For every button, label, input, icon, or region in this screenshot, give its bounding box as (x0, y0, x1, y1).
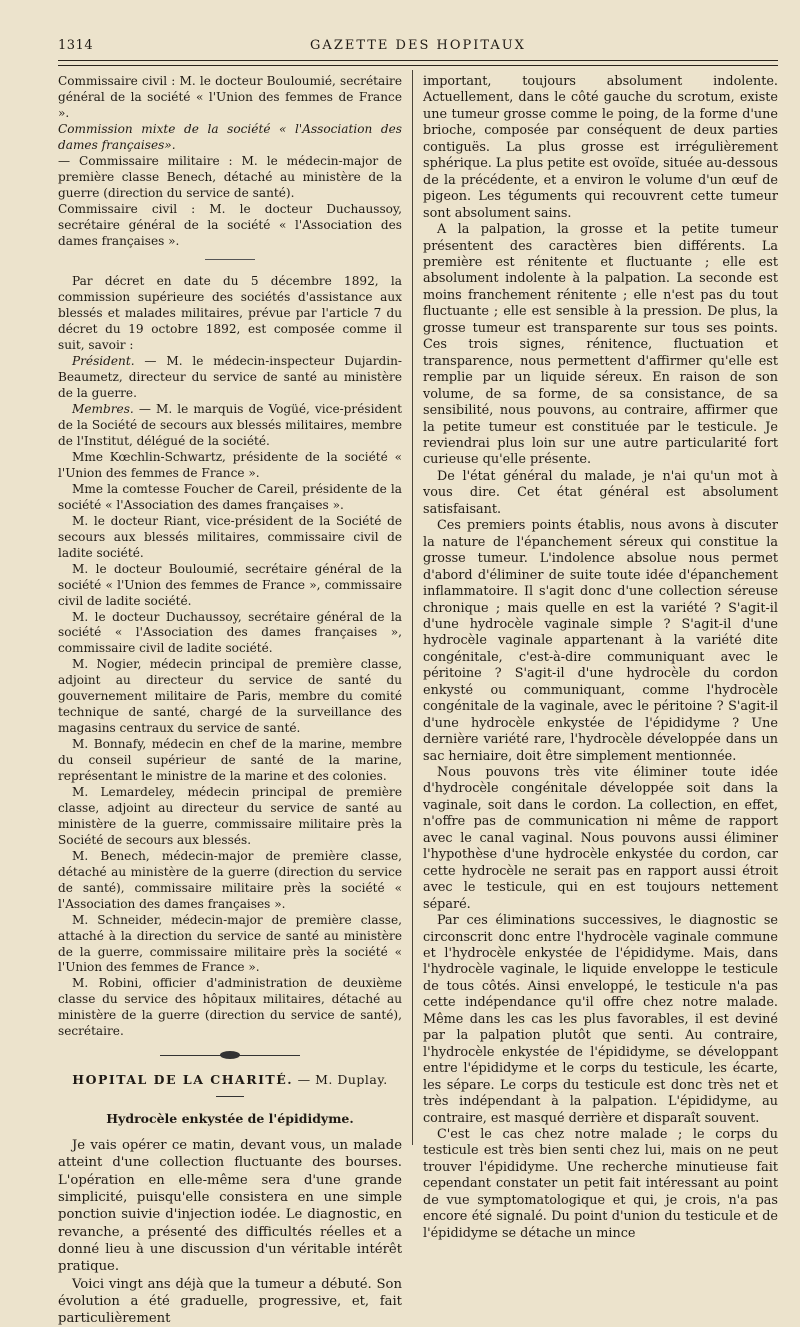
journal-title: GAZETTE DES HOPITAUX (310, 38, 526, 53)
member-entry: Mme la comtesse Foucher de Careil, présidente de la société « l'Association des dames françaises ». (58, 481, 402, 512)
article-paragraph: Nous pouvons très vite éliminer toute idée d'hydrocèle congénitale développée soit dans la vaginale, soit dans le cordon. La collection, en effet, n'offre pas de communication ni même de rapport avec le canal vaginal. Nous pouvons aussi éliminer l'hypothèse d'une hydrocèle enkystée du cordon, car cette hydrocèle ne serait pas en rapport aussi étroit avec le testicule, qui en est toujours nettement séparé. (423, 765, 778, 912)
ornament-divider (160, 1052, 300, 1058)
member-entry: M. Lemardeley, médecin principal de première classe, adjoint au directeur du service de santé au ministère de la guerre, commissaire militaire près la Société de secours aux blessés. (58, 784, 402, 847)
article-paragraph: A la palpation, la grosse et la petite tumeur présentent des caractères bien différents. La première est rénitente et fluctuante ; elle est absolument indolente à la palpation. La seconde est moins franchement rénitente ; elle n'est pas du tout fluctuante ; elle est sensible à la pression. De plus, la grosse tumeur est transparente sur tous ses points. Ces trois signes, rénitence, fluctuation et transparence, nous permettent d'affirmer qu'elle est remplie par un liquide séreux. En raison de son volume, de sa forme, de sa consistance, de sa sensibilité, nous pouvons, au contraire, affirmer que la petite tumeur est constituée par le testicule. Je reviendrai plus loin sur une autre particularité fort curieuse qu'elle présente. (423, 222, 778, 468)
header-rule-thick (58, 60, 778, 61)
member-entry: Mme Kœchlin-Schwartz, présidente de la société « l'Union des femmes de France ». (58, 449, 402, 480)
article-paragraph: Je vais opérer ce matin, devant vous, un malade atteint d'une collection fluctuante des bourses. L'opération en elle-même sera d'une grande simplicité, puisqu'elle consistera en une simple ponction suivie d'injection iodée. Le diagnostic, en revanche, a présenté des difficultés réelles et a donné lieu à une discussion d'un véritable intérêt pratique. (58, 1138, 402, 1275)
section-title: HOPITAL DE LA CHARITÉ. — M. Duplay. (72, 1072, 388, 1088)
article-paragraph: Ces premiers points établis, nous avons à discuter la nature de l'épanchement séreux qui constitue la grosse tumeur. L'indolence absolue nous permet d'abord d'éliminer de suite toute idée d'épanchement inflammatoire. Il s'agit donc d'une collection séreuse chronique ; mais quelle en est la variété ? S'agit-il d'une hydrocèle vaginale simple ? S'agit-il d'une hydrocèle vaginale appartenant à la variété dite congénitale, c'est-à-dire communiquant avec le péritoine ? S'agit-il d'une hydrocèle du cordon enkysté ou communiquant, comme l'hydrocèle congénitale de la vaginale, avec le péritoine ? S'agit-il d'une hydrocèle enkystée de l'épididyme ? Une dernière variété rare, l'hydrocèle développée dans un sac herniaire, doit être simplement mentionnée. (423, 518, 778, 764)
member-entry: M. le docteur Bouloumié, secrétaire général de la société « l'Union des femmes de France », commissaire civil de ladite société. (58, 561, 402, 608)
section-rule (216, 1096, 244, 1097)
column-divider (412, 70, 413, 1145)
left-column (58, 74, 402, 1327)
commission-line: — Commissaire militaire : M. le médecin-major de première classe Benech, détaché au ministère de la guerre (direction du service de santé). (58, 153, 402, 200)
commission-line: Commissaire civil : M. le docteur Bouloumié, secrétaire général de la société « l'Union des femmes de France ». (58, 74, 402, 120)
commission-list (58, 74, 402, 249)
separator (205, 259, 255, 260)
right-column (423, 74, 778, 1241)
article-title: Hydrocèle enkystée de l'épididyme. (106, 1111, 354, 1127)
member-entry: M. Schneider, médecin-major de première classe, attaché à la direction du service de santé au ministère de la guerre, commissaire militaire près la société « l'Union des femmes de France ». (58, 912, 402, 975)
article-paragraph: Voici vingt ans déjà que la tumeur a débuté. Son évolution a été graduelle, progressive, et, fait particulièrement (58, 1276, 402, 1327)
article-paragraph: C'est le cas chez notre malade ; le corps du testicule est très bien senti chez lui, mais on ne peut trouver l'épididyme. Une recherche minutieuse fait cependant constater un petit fait intéressant au point de vue symptomatologique et qui, je crois, n'a pas encore été signalé. Du point d'union du testicule et de l'épididyme se détache un mince (423, 1127, 778, 1241)
member-entry: M. le docteur Duchaussoy, secrétaire général de la société « l'Association des dames françaises », commissaire civil de ladite société. (58, 609, 402, 656)
article-paragraph: De l'état général du malade, je n'ai qu'un mot à vous dire. Cet état général est absolument satisfaisant. (423, 468, 778, 517)
member-entry: M. le docteur Riant, vice-président de la Société de secours aux blessés militaires, commissaire civil de ladite société. (58, 513, 402, 560)
president-entry: Président. — M. le médecin-inspecteur Dujardin-Beaumetz, directeur du service de santé au ministère de la guerre. (58, 354, 402, 401)
member-entry: M. Robini, officier d'administration de deuxième classe du service des hôpitaux militaires, détaché au ministère de la guerre (direction du service de santé), secrétaire. (58, 976, 402, 1039)
member-entry: M. Benech, médecin-major de première classe, détaché au ministère de la guerre (direction du service de santé), commissaire militaire près la société « l'Association des dames françaises ». (58, 848, 402, 911)
decree-intro: Par décret en date du 5 décembre 1892, la commission supérieure des sociétés d'assistance aux blessés et malades militaires, prévue par l'article 7 du décret du 19 octobre 1892, est composée comme il suit, savoir : (58, 274, 402, 353)
article-paragraph: important, toujours absolument indolente. Actuellement, dans le côté gauche du scrotum, existe une tumeur grosse comme le poing, de la forme d'une brioche, composée par conséquent de deux parties contiguës. La plus grosse est irrégulièrement sphérique. La plus petite est ovoïde, située au-dessous de la précédente, et a environ le volume d'un œuf de pigeon. Les téguments qui recouvrent cette tumeur sont absolument sains. (423, 74, 778, 221)
commission-line: Commissaire civil : M. le docteur Duchaussoy, secrétaire général de la société « l'Association des dames françaises ». (58, 201, 402, 248)
members-entry: Membres. — M. le marquis de Vogüé, vice-président de la Société de secours aux blessés militaires, membre de l'Institut, délégué de la société. (58, 402, 402, 449)
member-entry: M. Bonnafy, médecin en chef de la marine, membre du conseil supérieur de santé de la marine, représentant le ministre de la marine et des colonies. (58, 737, 402, 784)
commission-line: Commission mixte de la société « l'Association des dames françaises». (58, 121, 402, 152)
member-entry: M. Nogier, médecin principal de première classe, adjoint au directeur du service de santé du gouvernement militaire de Paris, membre du comité technique de santé, chargé de la surveillance des magasins centraux du service de santé. (58, 657, 402, 736)
page-number: 1314 (58, 38, 94, 53)
page-header (58, 38, 778, 58)
article-paragraph: Par ces éliminations successives, le diagnostic se circonscrit donc entre l'hydrocèle vaginale commune et l'hydrocèle enkystée de l'épididyme. Mais, dans l'hydrocèle vaginale, le liquide enveloppe le testicule de tous côtés. Ainsi enveloppé, le testicule n'a pas cette indépendance qu'il offre chez notre malade. Même dans les cas les plus favorables, il est deviné par la palpation plutôt que senti. Au contraire, l'hydrocèle enkystée de l'épididyme, se développant entre l'épididyme et le corps du testicule, les écarte, les sépare. Le corps du testicule est donc très net et très indépendant à la palpation. L'épididyme, au contraire, est masqué derrière et disparaît souvent. (423, 913, 778, 1126)
header-rule-thin (58, 65, 778, 66)
